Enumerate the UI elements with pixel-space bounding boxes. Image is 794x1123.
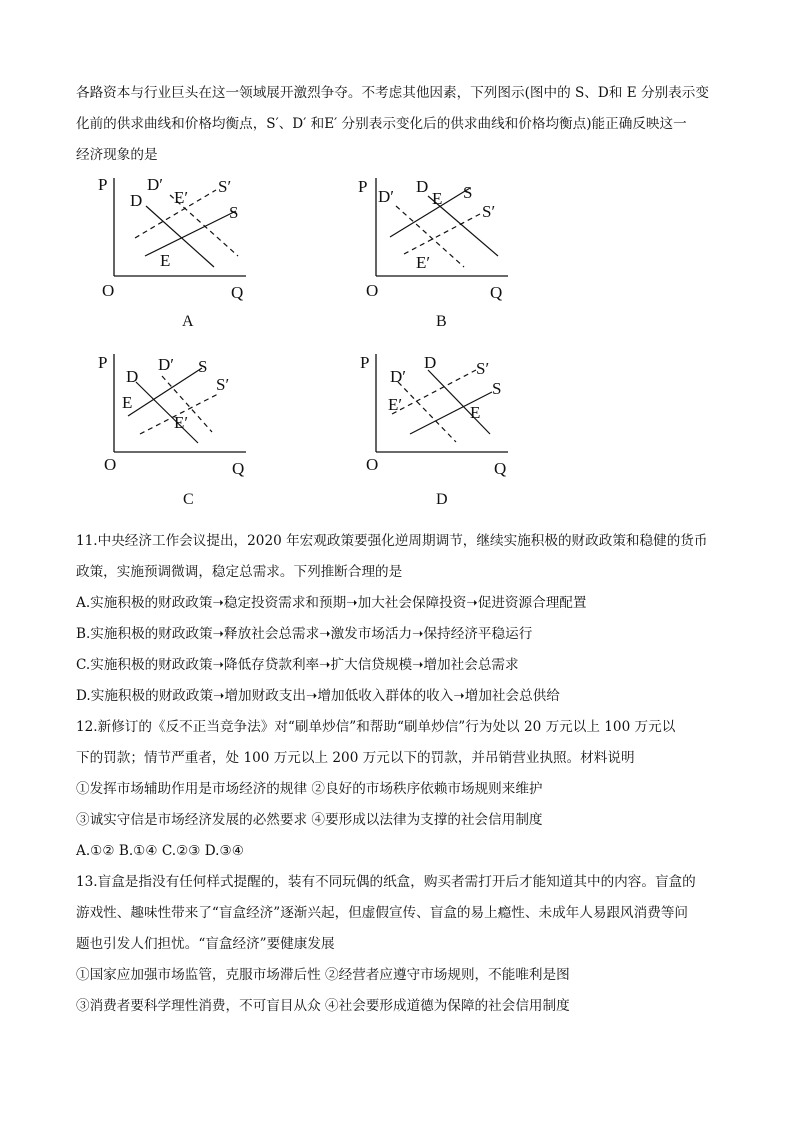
- origin-label: O: [366, 455, 379, 474]
- q13-stem-2: 游戏性、趣味性带来了“盲盒经济”逐渐兴起，但虚假宣传、盲盒的易上瘾性、未成年人易跟风消费等问: [76, 905, 689, 921]
- label-e: E: [122, 393, 133, 412]
- origin-label: O: [104, 455, 117, 474]
- axis-p-label: P: [360, 353, 370, 372]
- graph-a: [90, 170, 270, 340]
- supply-curve-s-prime: [404, 214, 480, 254]
- label-d-prime: D′: [158, 355, 174, 374]
- q11-option-b: B.实施积极的财政政策➝释放社会总需求➝激发市场活力➝保持经济平稳运行: [76, 626, 533, 642]
- graph-c: [90, 346, 270, 516]
- origin-label: O: [366, 281, 379, 300]
- axis-p-label: P: [98, 175, 108, 194]
- label-s-prime: S′: [482, 202, 496, 221]
- q11-option-d: D.实施积极的财政政策➝增加财政支出➝增加低收入群体的收入➝增加社会总供给: [76, 688, 560, 704]
- label-d: D: [130, 191, 143, 210]
- graph-caption: B: [436, 313, 447, 330]
- graph-d: [352, 346, 532, 516]
- label-e-prime: E′: [388, 395, 403, 414]
- intro-line-3: 经济现象的是: [76, 147, 158, 163]
- axis-q-label: Q: [231, 283, 244, 302]
- q11-option-a: A.实施积极的财政政策➝稳定投资需求和预期➝加大社会保障投资➝促进资源合理配置: [76, 595, 587, 611]
- intro-line-2: 化前的供求曲线和价格均衡点，S′、D′ 和E′ 分别表示变化后的供求曲线和价格均衡点)能正确反映这一: [76, 116, 687, 132]
- label-e-prime: E′: [174, 188, 189, 207]
- demand-curve-d: [146, 206, 214, 267]
- label-s-prime: S′: [218, 177, 232, 196]
- label-d-prime: D′: [378, 187, 394, 206]
- label-d-prime: D′: [147, 175, 163, 194]
- q11-stem-1: 11.中央经济工作会议提出，2020 年宏观政策要强化逆周期调节，继续实施积极的财政政策和稳健的货币: [76, 533, 708, 549]
- q13-stem-1: 13.盲盒是指没有任何样式提醒的，装有不同玩偶的纸盒，购买者需打开后才能知道其中的内容。盲盒的: [76, 874, 696, 890]
- label-e: E: [470, 403, 481, 422]
- graph-caption: C: [183, 491, 194, 508]
- label-s-prime: S′: [216, 375, 230, 394]
- label-s: S: [492, 379, 502, 398]
- label-d: D: [416, 177, 429, 196]
- q12-answers: A.①② B.①④ C.②③ D.③④: [76, 843, 244, 859]
- axis-q-label: Q: [232, 459, 245, 478]
- supply-curve-s: [390, 188, 470, 237]
- supply-curve-s: [128, 368, 202, 416]
- label-d: D: [126, 367, 139, 386]
- origin-label: O: [102, 281, 115, 300]
- axis-q-label: Q: [490, 283, 503, 302]
- label-e: E: [160, 251, 171, 270]
- label-s: S: [463, 183, 473, 202]
- q13-item-1: ①国家应加强市场监管，克服市场滞后性 ②经营者应遵守市场规则，不能唯利是图: [76, 967, 570, 983]
- axis-p-label: P: [98, 353, 108, 372]
- demand-curve-d-prime: [398, 382, 456, 442]
- q13-stem-3: 题也引发人们担忧。“盲盒经济”要健康发展: [76, 936, 335, 952]
- label-e: E: [432, 189, 443, 208]
- q13-item-2: ③消费者要科学理性消费，不可盲目从众 ④社会要形成道德为保障的社会信用制度: [76, 998, 570, 1014]
- label-s: S: [198, 357, 208, 376]
- graph-b: [352, 170, 532, 340]
- intro-line-1: 各路资本与行业巨头在这一领域展开激烈争夺。不考虑其他因素，下列图示(图中的 S、D和 E 分别表示变: [76, 85, 709, 101]
- q12-item-2: ③诚实守信是市场经济发展的必然要求 ④要形成以法律为支撑的社会信用制度: [76, 812, 543, 828]
- label-e-prime: E′: [416, 253, 431, 272]
- q11-stem-2: 政策，实施预调微调，稳定总需求。下列推断合理的是: [76, 564, 403, 580]
- label-s-prime: S′: [476, 359, 490, 378]
- q12-stem-1: 12.新修订的《反不正当竞争法》对“刷单炒信”和帮助“刷单炒信”行为处以 20 万元以上 100 万元以: [76, 719, 676, 735]
- q12-item-1: ①发挥市场辅助作用是市场经济的规律 ②良好的市场秩序依赖市场规则来维护: [76, 781, 543, 797]
- label-d: D: [424, 353, 437, 372]
- graph-caption: D: [436, 491, 448, 508]
- q11-option-c: C.实施积极的财政政策➝降低存贷款利率➝扩大信贷规模➝增加社会总需求: [76, 657, 519, 673]
- label-s: S: [229, 203, 239, 222]
- label-e-prime: E′: [174, 413, 189, 432]
- axis-q-label: Q: [494, 459, 507, 478]
- q12-stem-2: 下的罚款；情节严重者，处 100 万元以上 200 万元以下的罚款，并吊销营业执照。材料说明: [76, 750, 635, 766]
- axis-p-label: P: [358, 177, 368, 196]
- label-d-prime: D′: [390, 367, 406, 386]
- demand-curve-d: [428, 370, 490, 434]
- graph-caption: A: [182, 313, 194, 330]
